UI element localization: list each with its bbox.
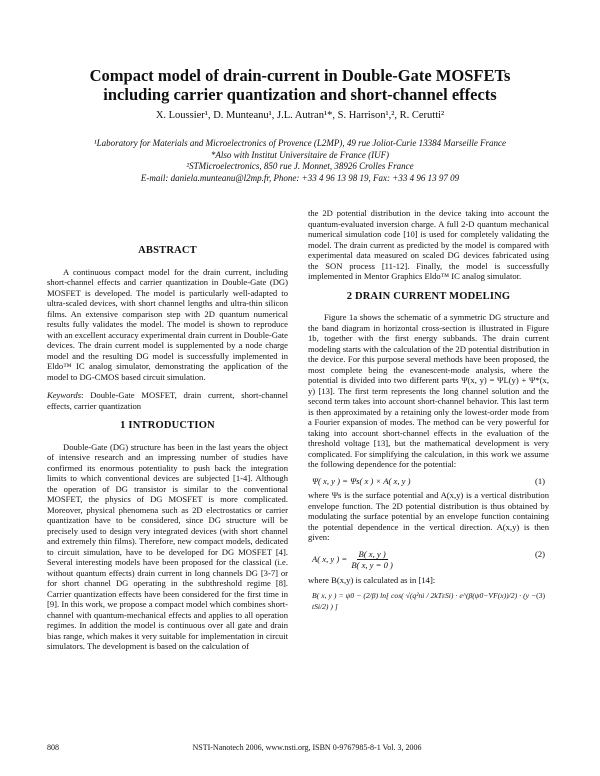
equation-2-lhs: A( x, y ) = [312, 553, 348, 564]
equation-1-number: (1) [534, 475, 545, 486]
authors: X. Loussier¹, D. Munteanu¹, J.L. Autran¹*, S. Harrison¹,², R. Cerutti² [155, 110, 445, 121]
keywords-text: : Double-Gate MOSFET, drain current, short-channel effects, carrier quantization [47, 390, 288, 411]
equation-3-number: (3) [536, 591, 545, 600]
affiliation-3: ²STMicroelectronics, 850 rue J. Monnet, 38926 Crolles France [186, 161, 414, 171]
equation-2 [308, 549, 549, 571]
section-2-heading: 2 DRAIN CURRENT MODELING [346, 290, 511, 302]
introduction-heading: 1 INTRODUCTION [120, 420, 215, 431]
equation-2-denominator: B( x, y = 0 ) [351, 560, 393, 570]
equation-1-body: Ψ( x, y ) = Ψs( x ) × A( x, y ) [312, 475, 411, 486]
equation-2-fraction [351, 549, 393, 571]
right-column [308, 208, 549, 616]
paper-title [40, 66, 560, 104]
abstract-heading: ABSTRACT [138, 245, 197, 256]
after-equation-2-text: where B(x,y) is calculated as in [14]: [308, 574, 436, 585]
affiliation-2: *Also with Institut Universitaire de France (IUF) [210, 149, 390, 160]
continued-text: the 2D potential distribution in the device taking into account the quantum-evaluated inversion charge. A full 2-D quantum mechanical numerical simulation code [10] is used for completely validating the model. The drain current as predicted by the model is compared with experimental data measured on scaled DG devices fabricated using the SON process [11-12]. Finally, the model is successfully implemented in Mentor Graphics Eldo™ IC analog simulator. [308, 208, 549, 281]
page-footer [47, 743, 567, 752]
title-line-1: Compact model of drain-current in Double-Gate MOSFETs [89, 66, 511, 85]
title-line-2: including carrier quantization and short-channel effects [103, 85, 497, 104]
equation-3 [308, 591, 549, 612]
section-2-text: Figure 1a shows the schematic of a symmetric DG structure and the band diagram in horizontal cross-section is illustrated in Figure 1b, together with the first energy subbands. The drain current modeling starts with the calculation of the 2D potential distribution in the device. For this purpose several methods have been proposed, the most complete being the evanescent-mode analysis, where the potential is divided into two different parts Ψ(x, y) = ΨL(y) + Ψ*(x, y) [13]. The first term represents the long channel solution and the second term takes into account short-channel behavior. This last term is then approximated by a retaining only the lowest-order mode from a Fourier expansion of modes. The method can be very powerful for taking into account short-channel effects in the evaluation of the threshold voltage [13], but the mathematical development is very complicated. For simplifying the calculation, in this work we assume the following dependence for the potential: [308, 312, 549, 469]
left-column [47, 240, 288, 658]
contact-line: E-mail: daniela.munteanu@l2mp.fr, Phone: +33 4 96 13 98 19, Fax: +33 4 96 13 97 09 [140, 172, 460, 183]
affiliations [30, 138, 570, 184]
introduction-text: Double-Gate (DG) structure has been in the last years the object of intensive research and an impressing number of studies have confirmed its enormous potentiality to push back the integration limits to which conventional devices are subjected [1-4]. Although the operation of DG transistor is similar to the conventional MOSFET, the physics of DG MOSFET is more complicated. Moreover, physical phenomena such as 2D electrostatics or carrier quantization have to be considered, since DG structure will be precisely used to design very integrated devices (with short channel and extremely thin films). Therefore, new compact models, dedicated to circuit simulation, have to be developed for DG MOSFET [4]. Several interesting models have been proposed for the classical (i.e. without quantum effects) drain current in long channels DG [3-7] or for short channel DG operating in the subthreshold regime [8]. Carrier quantization effects have been considered for the first time in [9]. In this work, we propose a compact model which combines short-channel with quantum-mechanical effects and applies to all operation regimes. In addition the model is continuous over all gate and drain bias range, which makes it very suitable for implementation in circuit simulators. The development is based on the calculation of [47, 441, 288, 651]
equation-1 [308, 476, 549, 487]
equation-3-body: B( x, y ) = ψ0 − (2/β) ln[ cos( √(q²ni / 2kTεSi) · e^(β(ψ0−VF(x))/2) · (y − tSi/2) ) ] [312, 591, 537, 611]
equation-2-number: (2) [534, 548, 545, 559]
keywords [47, 390, 288, 411]
footer-citation: NSTI-Nanotech 2006, www.nsti.org, ISBN 0-9767985-8-1 Vol. 3, 2006 [192, 743, 422, 752]
affiliation-1: ¹Laboratory for Materials and Microelectronics of Provence (L2MP), 49 rue Joliot-Curie 13384 Marseille France [93, 138, 507, 148]
abstract-text: A continuous compact model for the drain current, including short-channel effects and carrier quantization in Double-Gate (DG) MOSFET is developed. The model is particularly well-adapted to ultra-scaled devices, with short channel lengths and ultra-thin silicon films. An extensive comparison step with 2D quantum numerical results fully validates the model. The model is shown to reproduce with an excellent accuracy experimental drain current in Double-Gate devices. The drain current model is supplemented by a node charge model and the resulting DG model is successfully implemented in Eldo™ IC analog simulator, demonstrating the application of the model to DG-CMOS based circuit simulation. [47, 266, 288, 382]
page-number: 808 [47, 743, 59, 752]
keywords-label: Keywords [47, 390, 82, 400]
equation-2-numerator: B( x, y ) [358, 548, 386, 559]
after-equation-1-text: where Ψs is the surface potential and A(x,y) is a vertical distribution envelope function. The 2D potential distribution is thus obtained by modulating the surface potential by an envelope function containing the potential dependence in the vertical direction. A(x,y) is then given: [308, 490, 549, 542]
